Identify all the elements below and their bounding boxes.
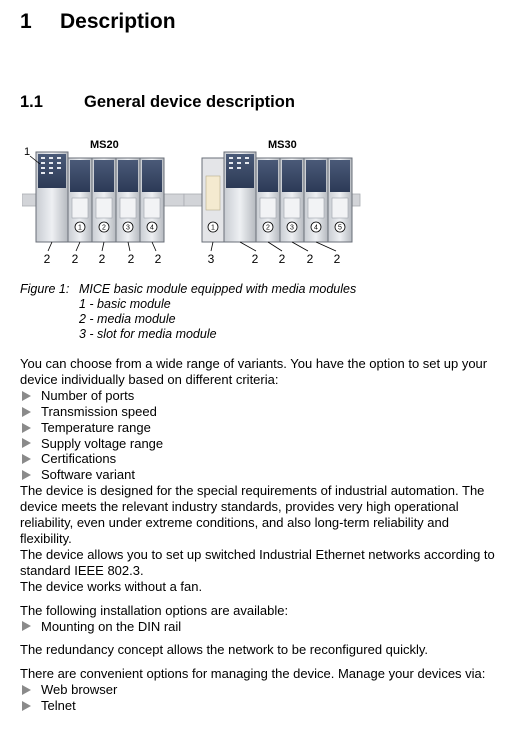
ms30-slot-label: 1 [211,224,215,232]
bottom-label-2: 2 [127,252,135,266]
list-item: Certifications [20,451,500,467]
heading-1-number: 1 [20,10,32,33]
label-ms30: MS30 [268,139,297,151]
ms30-slot-5: 5 [338,224,342,232]
ms30-slot-2: 2 [266,224,270,232]
caption-item: 2 - media module [79,312,176,326]
bottom-label-2: 2 [278,252,286,266]
bottom-label-2: 2 [333,252,341,266]
caption-text: MICE basic module equipped with media modules [79,282,357,296]
list-item: Software variant [20,467,500,483]
paragraph-automation: The device is designed for the special requirements of industrial automation. The device meets the relevant industry standards, provides very high operational reliability, even under extreme conditions, and also long-term reliability and flexibility. [20,483,485,546]
intro-paragraph: You can choose from a wide range of variants. You have the option to set up your device individually based on different criteria: [20,356,488,387]
paragraph-installation: The following installation options are available: [20,602,289,618]
bullet-triangle-icon [22,621,31,631]
list-item: Temperature range [20,420,500,436]
bullet-triangle-icon [22,407,31,417]
bullet-triangle-icon [22,701,31,711]
label-ms20: MS20 [90,139,119,151]
list-item: Mounting on the DIN rail [20,619,500,635]
heading-1 [20,10,176,34]
bullet-triangle-icon [22,423,31,433]
bullet-triangle-icon [22,438,31,448]
bullet-triangle-icon [22,391,31,401]
bottom-label-2: 2 [43,252,51,266]
bullet-triangle-icon [22,470,31,480]
body-text [20,356,500,714]
ms20-device [36,152,164,242]
heading-1-1 [20,93,295,112]
list-item: Number of ports [20,388,500,404]
heading-1-1-title: General device description [84,93,295,111]
ms30-slot-3: 3 [290,224,294,232]
paragraph-fan: The device works without a fan. [20,578,203,594]
bullet-triangle-icon [22,685,31,695]
list-item: Supply voltage range [20,436,500,452]
heading-1-1-number: 1.1 [20,93,43,111]
ms30-slot-4: 4 [314,224,318,232]
paragraph-ethernet: The device allows you to set up switched Industrial Ethernet networks according to standard IEEE 802.3. [20,546,495,578]
heading-1-title: Description [60,10,176,33]
caption-item: 3 - slot for media module [79,327,217,341]
bottom-label-3: 3 [207,252,215,266]
bottom-label-2: 2 [251,252,259,266]
caption-label: Figure 1: [20,282,70,296]
device-illustration [22,136,362,266]
bottom-label-2: 2 [306,252,314,266]
paragraph-redundancy: The redundancy concept allows the network to be reconfigured quickly. [20,642,429,658]
bullet-triangle-icon [22,454,31,464]
bottom-label-2: 2 [71,252,79,266]
ms20-slot-4: 4 [150,224,154,232]
figure-mice-modules [22,136,362,266]
bottom-label-2: 2 [98,252,106,266]
callout-1: 1 [24,146,31,158]
ms20-slot-1: 1 [78,224,82,232]
bottom-label-2: 2 [154,252,162,266]
ms20-slot-3: 3 [126,224,130,232]
list-item: Web browser [20,682,500,698]
list-item: Transmission speed [20,404,500,420]
ms30-device [202,152,352,242]
list-item: Telnet [20,698,500,714]
paragraph-management: There are convenient options for managing the device. Manage your devices via: [20,666,486,682]
caption-item: 1 - basic module [79,297,171,311]
ms20-slot-2: 2 [102,224,106,232]
